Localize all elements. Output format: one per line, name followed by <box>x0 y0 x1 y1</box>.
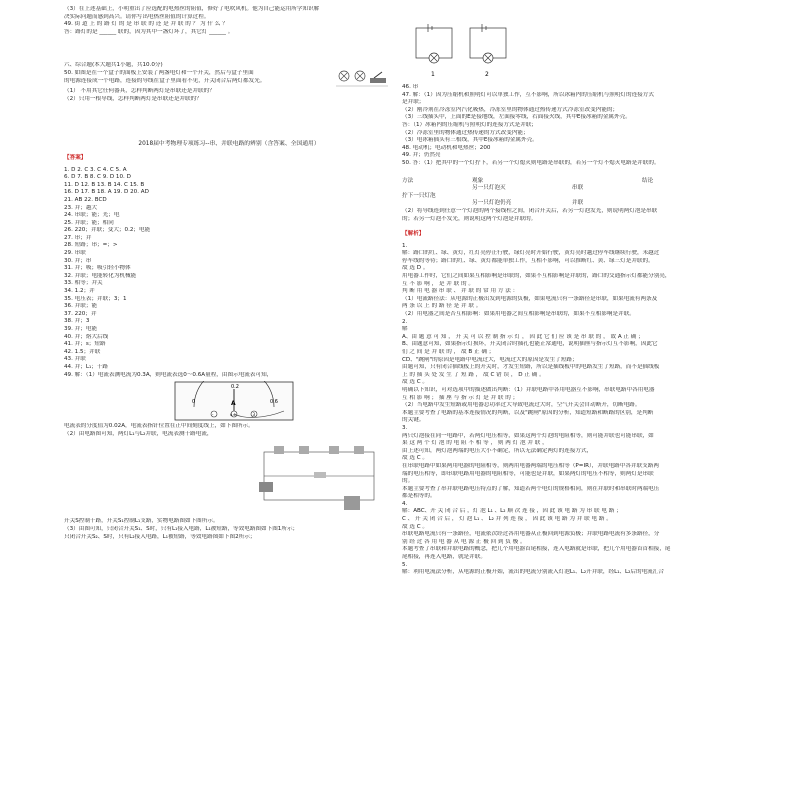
answer-line: 32. 并联；电能转化为机械能 <box>64 272 137 279</box>
text-line: （3）电冰箱插头有三根线，其中E接冰箱的金属外壳。 <box>402 137 538 144</box>
figure-label-2: 2 <box>485 71 489 78</box>
answer-line: 44. 并；L₁；干路 <box>64 363 109 370</box>
analysis-list <box>402 243 734 577</box>
answer-line: 31. 并；吸；吸引轻小物体 <box>64 265 131 272</box>
table-header: 观象 <box>472 177 484 184</box>
answer-line: 49. 解：（1）电流表测电流为0.3A，则电流表选0～0.6A量程，由图示电流表可知， <box>64 371 273 378</box>
analysis-line: 故 选 C 。 <box>402 455 429 462</box>
text-line: （1） 不用其它任何器具，怎样判断两灯是串联还是并联的？ <box>64 88 215 95</box>
analysis-line: 的。 <box>402 478 414 485</box>
answer-list <box>64 167 394 380</box>
text-line: 50. 答：（1）把其中的一个灯拧下，若另一个灯熄灭则电路是串联的，若另一个灯不熄灭电路是并联的。 <box>402 159 660 166</box>
text-line: 是并联； <box>402 99 425 106</box>
analysis-line: 两 条 以 上 的 路 径 是 并 联 。 <box>402 303 482 310</box>
text-line: 答：（1）冰箱内的压缩机与照明灯的连接方式是并联； <box>402 121 538 128</box>
table-header: 结论 <box>642 177 654 184</box>
answer-line: 39. 并；电能 <box>64 326 98 332</box>
table-cell: 另一只灯泡灭 <box>472 185 506 192</box>
answer-line: 43. 并联 <box>64 356 86 363</box>
answer-line: 41. 并；s；短路 <box>64 341 106 348</box>
analysis-line: 解：ABC、开 关 闭 合 后 ，灯 泡 L₁ 、L₂ 顺 次 连 接 ，因 此 该 电 路 为 串 联 电 路 ； <box>402 508 622 515</box>
meter-scale-right: 0.6 <box>270 399 278 406</box>
text-line: 47. 解：（1）因为压缩机和照明灯可以单独工作，互不影响，所以冰箱内的压缩机与照明灯的连接方式 <box>402 91 654 98</box>
analysis-line: 1. <box>402 242 408 249</box>
figure-label-1: 1 <box>431 71 435 78</box>
lamp-box-figure <box>334 66 390 92</box>
circuit-wiring-figure <box>254 442 384 514</box>
text-line: 50. 如图是在一个盒子的面板上安装了两盏电灯和一个开关，然后与盒子里面 <box>64 69 254 76</box>
answer-line: 6. D 7. B 8. C 9. D 10. D <box>64 174 131 181</box>
text-line: 决实际问题而感到高兴。请你写出电热丝阻值的计算过程。 <box>64 13 210 20</box>
analysis-line: 4. <box>402 500 408 507</box>
answer-line: 27. 串；并 <box>64 234 92 241</box>
figures-1-2 <box>402 6 734 84</box>
analysis-line: 串联电路电流只有一条路径，电流依次经过各用电器从正极回到电源负极；并联电路电流有多条路径，分 <box>402 531 660 538</box>
analysis-line: 在串联电路中如果两用电器的电阻相等，则两用电器两端的电压相等（P=IR），并联电路中各并联支路两 <box>402 462 659 469</box>
analysis-line: A、由 题 意 可 知 ， 开 关 可 以 控 制 指 示 灯 ， 因 此 它 们 应 该 是 串 联 的 ， 故 A 正 确 ； <box>402 333 644 340</box>
analysis-line: 别 经 过 各 用 电 器 从 电 源 正 极 回 到 负 极 。 <box>402 538 526 545</box>
answer-line: 33. 相等；并关 <box>64 280 103 287</box>
table-cell: 串联 <box>572 185 584 192</box>
analysis-line: CD、"跳闸"的原因是电路中电流过大，电流过大的原因是发生了短路； <box>402 356 578 363</box>
table-header <box>572 178 642 186</box>
text-line: （2）刚冷剂在冷冻室内汽化吸热，冷冻室里的物体通过热传递方式冷冻室改变内能的； <box>402 106 619 113</box>
answer-line: 24. 串联；能；光；电 <box>64 212 120 219</box>
text-line: （2）由电路图可知，两灯L₁与L₂并联，电流表测干路电流， <box>64 430 213 437</box>
analysis-line: 解 <box>402 326 408 333</box>
meter-unit: A <box>231 400 236 408</box>
table-cell: 并联 <box>572 200 584 207</box>
text-line: 的；若另一灯泡不发光，则说明这两个灯泡是并联的。 <box>402 215 537 222</box>
question-48-continued <box>64 6 394 36</box>
table-cell <box>402 185 472 193</box>
analysis-line: 上 的 插 头 处 发 生 了 短 路 ， 故 C 错 误 ， D 正 确 。 <box>402 371 545 378</box>
analysis-line: 互 不 影 响 ， 是 并 联 的 。 <box>402 280 474 287</box>
analysis-line: C 、 开 关 闭 合 后 ， 灯 泡 L₁ 、 L₂ 并 列 连 接 ， 因 此 该 电 路 为 并 联 电 路 。 <box>402 516 612 523</box>
answer-line: 21. AB 22. BCD <box>64 196 107 203</box>
analysis-line: 们 之 间 是 并 联 的 ， 故 B 正 确 ； <box>402 349 495 355</box>
analysis-line: 都是相等的。 <box>402 493 436 500</box>
analysis-line: 本题考查了串联和并联电路的概念，把几个用电器首尾相接，连入电路就是串联，把几个用电器首首相接，尾 <box>402 546 671 553</box>
text-line: （3）由图可知，只闭合开关S₁、S时，只有L₁接入电路，L₁被短路，等效电路图如下图1所示； <box>64 525 299 532</box>
analysis-line: 解：路口的红、绿、黄灯，红灯亮停止行驶，绿灯亮时开始行驶，黄灯亮时越过停车线继续行驶，未越过 <box>402 250 660 257</box>
analysis-line: 判 断 用 电 器 串 联 、 并 联 的 常 用 方 法 ： <box>402 288 519 295</box>
answer-line: 35. 电压表；并联；3；1 <box>64 295 127 302</box>
analysis-line: 解：利用电流法分析，从电源的正极开始，流出的电流分别流入灯泡L₁、L₂开并联，经L₁、L₂后的电流汇合 <box>402 569 664 576</box>
table-header: 方法 <box>402 177 414 184</box>
answer-line: 29. 串联 <box>64 250 86 257</box>
analysis-line: 故 选 D 。 <box>402 265 429 272</box>
analysis-heading: 【解析】 <box>402 231 425 238</box>
answer-line: 28. 短路；串；=；> <box>64 242 118 249</box>
analysis-line: 由题可知，只有闭合插线板上的开关时，才发生短路，所以是插线板中的电路发生了短路，而不是插线板 <box>402 364 660 371</box>
section-6 <box>64 62 394 103</box>
answer-line: 16. D 17. B 18. A 19. D 20. AD <box>64 189 149 196</box>
answer-heading: 【答案】 <box>64 154 87 161</box>
text-line: 49. 并；仍然亮 <box>402 152 441 159</box>
answer-line: 42. 1.5；并联 <box>64 348 101 355</box>
text-line: 电流表的分度值为0.02A，电流表指针位置在正中间刻度线上，如下图所示。 <box>64 423 254 430</box>
table-cell <box>642 200 732 208</box>
analysis-line: （2）当电路中发生短路或用电器总功率过大导致电流过大时，空气开关会自动断开，切断电路。 <box>402 402 641 409</box>
analysis-line: 由上述可知，两灯泡两端的电压大小不确定，所以无法确定两灯的连接方式， <box>402 447 593 454</box>
doc-title: 2018届中考物理专项练习--串、并联电路的辨别（含答案、全国通用） <box>138 141 320 148</box>
analysis-line: 明确以下知识，可对选项中的描述做出判断：（1）并联电路中各用电器互不影响，串联电路中各用电器 <box>402 386 655 393</box>
right-column <box>402 6 734 577</box>
table-cell: 另一只灯泡仍亮 <box>472 200 512 207</box>
analysis-line: B、由题意可知，如果指示灯损坏，开关闭合时插孔也能正常通电，说明插座与指示灯互不影响，因此它 <box>402 341 658 348</box>
answers-46-50 <box>402 84 734 168</box>
answer-line: 11. D 12. B 13. B 14. C 15. B <box>64 181 145 188</box>
circuit-figure-area <box>64 438 394 518</box>
table-cell <box>642 185 732 193</box>
meter-scale-left: 0 <box>192 399 196 406</box>
table-cell <box>402 200 472 208</box>
text-line: （3）三线插头中，上面的E是接地线，左面接零线，右面接火线，其中E接冰箱的金属外壳。 <box>402 114 631 121</box>
terminal-3: 3 <box>252 412 256 418</box>
text-line: 49. 街 道 上 的 路 灯 的 是 串 联 的 还 是 并 联 的 ？ 为 什 么 ？ <box>64 21 228 28</box>
answer-line: 34. 1.2；并 <box>64 288 95 295</box>
answer-line: 1. D 2. C 3. C 4. C 5. A <box>64 166 127 173</box>
text-line: 只闭合开关S₂、S时，只有L₂接入电路，L₁被短路，等效电路图如下图2所示； <box>64 533 256 540</box>
text-line: （2）冷冻室里的物体通过热传递的方式改变内能； <box>402 129 529 136</box>
answer-line: 38. 并；3 <box>64 318 90 325</box>
answer-line: 26. 220；并联；变大；0.2；电能 <box>64 227 151 234</box>
text-line: 的电源连接成一个电路，连接的导线在盒子里面看不见，开关闭合后两灯都发光。 <box>64 77 266 84</box>
text-line: （3）在上述基础上，小明重出了应选配的电热丝的阻值，修好了电吹风机。他为自己能运用所学知识解 <box>64 6 320 12</box>
answer-line: 23. 并；越大 <box>64 204 98 211</box>
ammeter-figure <box>174 381 294 421</box>
analysis-line: 用电器工作时，它们之间如果互相影响是串联的，如果不互相影响是并联的，路口的交通指示灯都能分别亮， <box>402 273 671 280</box>
text-line: 开关S控制干路，开关S₁控制L₁支路，实物电路图如下图所示。 <box>64 518 219 525</box>
terminal-neg: - <box>212 412 214 418</box>
method-table <box>402 178 734 208</box>
analysis-line: 的关键。 <box>402 417 425 424</box>
answer-line: 25. 并联；能；相同 <box>64 219 114 226</box>
answer-line: 37. 220；并 <box>64 310 97 317</box>
analysis-line: 停车线的等待；路口的红、绿、黄灯都能单独工作，互相不影响，可以推断红、黄、绿三灯是并联的。 <box>402 257 654 264</box>
text-line: （2）将导线连到任意一个灯泡的两个接线柱之间，闭合开关后，若另一灯泡发光，则说明两灯泡是串联 <box>402 207 658 214</box>
text-line: 46. 串 <box>402 84 419 90</box>
analysis-line: 两只灯泡接在同一电路中，若两灯电压相等，如果这两个灯泡的电阻相等，则可能并联也可能串联，如 <box>402 432 654 439</box>
analysis-line: 本题主要考查了电路的基本连接情况的判断，以及"跳闸"原因的分析，知道短路和断路的区别，是判断 <box>402 409 654 416</box>
answer-line: 40. 并；熔大后线 <box>64 333 109 340</box>
analysis-line: 果 这 两 个 灯 泡 的 电 阻 不 相 等 ， 则 两 灯 泡 并 联 ， <box>402 440 548 447</box>
analysis-line: 3. <box>402 424 408 431</box>
table-cell: 拧下一只灯泡 <box>402 192 436 199</box>
answer-line: 36. 并联；能 <box>64 303 98 310</box>
analysis-line: 故 选 C 。 <box>402 379 429 386</box>
analysis-line: （1）电流路径法：从电源的正极出发到电源的负极，如果电流只有一条路径是串联，如果电流有两条及 <box>402 295 658 302</box>
analysis-line: 端的电压相等，即串联电路用电器的电阻相等，可能也是并联，如果两灯的电压不相等，则两灯是串联 <box>402 470 654 477</box>
analysis-line: 本题主要考查了串并联电路电压特点的了解，知道若两个电灯的规格相同，则在并联时和串联时两端电压 <box>402 485 660 492</box>
table-cell <box>642 193 732 201</box>
left-column <box>64 6 394 541</box>
text-line: 答：路灯的是 ______ 联的，因为其中一盏灯坏了，其它灯 ______ 。 <box>64 28 234 35</box>
analysis-line: （2）用电器之间是否互相影响：如果用电器之间互相影响是串联的，如果不互相影响是并联。 <box>402 311 635 318</box>
circuit-figures <box>412 24 522 80</box>
analysis-line: 互 相 影 响 ； 插 座 与 指 示 灯 是 并 联 的 ； <box>402 394 519 401</box>
analysis-line: 2. <box>402 318 408 325</box>
meter-scale-mid: 0.2 <box>231 384 239 391</box>
ammeter-figure-area <box>64 379 394 423</box>
answer-line: 30. 并；串 <box>64 257 92 264</box>
analysis-line: 尾相接，再连入电路，就是并联。 <box>402 554 486 561</box>
text-line: 48. 电动机；电动机和电热丝；200 <box>402 144 491 151</box>
text-line: （2）只用一根导线，怎样判断两灯是串联还是并联的？ <box>64 95 202 102</box>
section-heading: 六、综合题(本大题共1小题，共10.0分) <box>64 62 163 69</box>
terminal-06: 0.6 <box>230 413 236 418</box>
analysis-line: 5. <box>402 561 408 568</box>
analysis-line: 故 选 C 。 <box>402 523 429 530</box>
